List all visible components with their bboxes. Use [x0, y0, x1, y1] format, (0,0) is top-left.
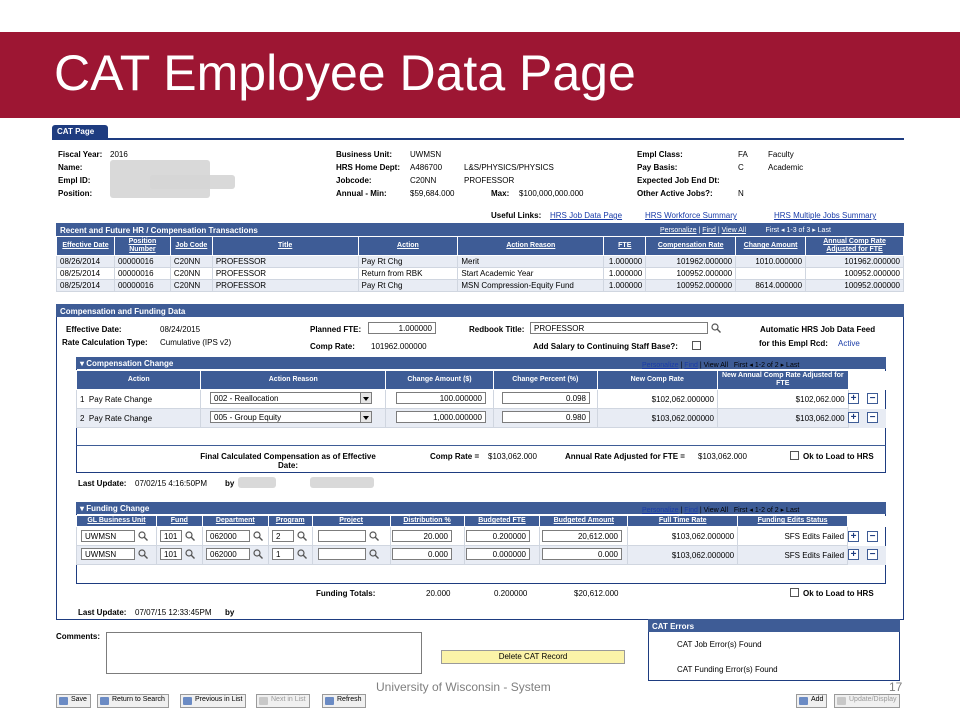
- row-number: 1: [80, 394, 85, 404]
- add-salary-checkbox[interactable]: [692, 341, 701, 350]
- col-gl-business-unit[interactable]: GL Business Unit: [77, 516, 157, 527]
- cell: Pay Rt Chg: [358, 256, 458, 268]
- cell: 101962.000000: [806, 256, 904, 268]
- table-row: [57, 268, 904, 280]
- cell: MSN Compression-Equity Fund: [458, 280, 604, 292]
- project-input[interactable]: [318, 530, 366, 542]
- search-icon[interactable]: [253, 531, 263, 541]
- personalize-link[interactable]: Personalize: [660, 227, 697, 234]
- ok-to-load-label: Ok to Load to HRS: [803, 452, 874, 461]
- find-link[interactable]: Find: [684, 362, 698, 369]
- col-action-reason[interactable]: Action Reason: [458, 237, 604, 256]
- cell: $103,062.000000: [628, 527, 738, 546]
- comp-change-title: Compensation Change: [86, 359, 174, 368]
- search-icon[interactable]: [369, 549, 379, 559]
- jobcode-title: PROFESSOR: [464, 176, 515, 185]
- cell: $103,062.000000: [628, 546, 738, 565]
- col-program[interactable]: Program: [268, 516, 312, 527]
- cell: 100952.000000: [646, 280, 736, 292]
- action-reason-value: 002 - Reallocation: [214, 394, 279, 403]
- cell: C20NN: [170, 268, 212, 280]
- comp-rate-label: Comp Rate:: [310, 342, 355, 351]
- search-icon[interactable]: [297, 531, 307, 541]
- rate-calc-value: Cumulative (IPS v2): [160, 338, 232, 347]
- view-all-link[interactable]: View All: [703, 362, 729, 369]
- comments-label: Comments:: [56, 632, 101, 641]
- col-position-number[interactable]: Position Number: [114, 237, 170, 256]
- cell: Pay Rt Chg: [358, 280, 458, 292]
- col-action[interactable]: Action: [358, 237, 458, 256]
- search-icon[interactable]: [297, 549, 307, 559]
- cell: PROFESSOR: [212, 268, 358, 280]
- col-fte[interactable]: FTE: [604, 237, 646, 256]
- name-label: Name:: [58, 163, 83, 172]
- position-label: Position:: [58, 189, 93, 198]
- budgeted-amount-input[interactable]: 0.000: [542, 548, 622, 560]
- col-budgeted-amount[interactable]: Budgeted Amount: [540, 516, 628, 527]
- find-link[interactable]: Find: [702, 227, 716, 234]
- refresh-icon: [325, 697, 334, 705]
- col-action: Action: [77, 371, 201, 390]
- search-icon[interactable]: [253, 549, 263, 559]
- program-input[interactable]: 1: [272, 548, 294, 560]
- empl-id-label: Empl ID:: [58, 176, 91, 185]
- col-annual-comp-rate[interactable]: Annual Comp Rate Adjusted for FTE: [806, 237, 904, 256]
- change-percent-input[interactable]: 0.098: [502, 392, 590, 404]
- rate-calc-label: Rate Calculation Type:: [62, 338, 148, 347]
- refresh-label: Refresh: [337, 696, 362, 703]
- final-comp-rate-label: Comp Rate =: [430, 452, 480, 461]
- col-new-comp-rate: New Comp Rate: [597, 371, 717, 390]
- tab-cat-page[interactable]: CAT Page: [52, 125, 108, 138]
- pay-basis-label: Pay Basis:: [637, 163, 678, 172]
- first-label[interactable]: First: [765, 227, 780, 234]
- redacted-id-block: [150, 175, 235, 189]
- total-amount: $20,612.000: [574, 589, 619, 598]
- find-link[interactable]: Find: [684, 507, 698, 514]
- last-update-value: 07/02/15 4:16:50PM: [135, 479, 208, 488]
- action-value: Pay Rate Change: [88, 413, 153, 423]
- first-label[interactable]: First: [733, 507, 748, 514]
- delete-row-icon[interactable]: −: [867, 549, 878, 560]
- col-change-amount[interactable]: Change Amount: [736, 237, 806, 256]
- collapse-icon[interactable]: ▾: [80, 504, 85, 513]
- funding-ok-to-load-checkbox[interactable]: [790, 588, 799, 597]
- gl-business-unit-input[interactable]: UWMSN: [81, 548, 135, 560]
- hrs-home-dept-label: HRS Home Dept:: [336, 163, 401, 172]
- tab-underline: [52, 138, 904, 140]
- funding-change-nav: Personalize | Find | View All First ◂ 1-2 of 2 ▸ Last: [642, 507, 800, 514]
- update-label: Update/Display: [849, 696, 897, 703]
- annual-min-label: Annual - Min:: [336, 189, 387, 198]
- chevron-down-icon[interactable]: [360, 412, 371, 423]
- search-icon[interactable]: [138, 531, 148, 541]
- add-button[interactable]: [796, 694, 827, 708]
- save-icon: [59, 697, 68, 705]
- previous-label: Previous in List: [195, 696, 243, 703]
- business-unit-value: UWMSN: [410, 150, 442, 159]
- next-icon: [259, 697, 268, 705]
- cell: Start Academic Year: [458, 268, 604, 280]
- cell: Return from RBK: [358, 268, 458, 280]
- department-input[interactable]: 062000: [206, 530, 250, 542]
- cell: $103,062.000000: [597, 409, 717, 428]
- redacted-user: [310, 477, 374, 488]
- table-row: [57, 256, 904, 268]
- auto-feed-label: Automatic HRS Job Data Feed: [760, 325, 876, 334]
- pay-basis-code: C: [738, 163, 744, 172]
- useful-links-label: Useful Links:: [491, 211, 542, 220]
- col-row-actions: [848, 371, 885, 390]
- col-budgeted-fte[interactable]: Budgeted FTE: [464, 516, 540, 527]
- cell: 00000016: [114, 268, 170, 280]
- funding-last-update-label: Last Update:: [78, 608, 127, 617]
- comp-funding-title: Compensation and Funding Data: [60, 307, 186, 316]
- search-icon[interactable]: [369, 531, 379, 541]
- planned-fte-input[interactable]: 1.000000: [368, 322, 436, 334]
- comments-textarea[interactable]: [106, 632, 422, 674]
- distribution-input[interactable]: 20.000: [392, 530, 452, 542]
- row-number: 2: [80, 413, 85, 423]
- link-hrs-job-data[interactable]: HRS Job Data Page: [550, 211, 623, 220]
- update-display-button[interactable]: [834, 694, 900, 708]
- effective-date-value: 08/24/2015: [160, 325, 201, 334]
- cell: 08/25/2014: [57, 280, 115, 292]
- add-icon: [799, 697, 808, 705]
- hrs-home-dept-name: L&S/PHYSICS/PHYSICS: [464, 163, 554, 172]
- slide-page-number: 17: [889, 680, 903, 694]
- annual-min-value: $59,684.000: [410, 189, 455, 198]
- empl-class-code: FA: [738, 150, 748, 159]
- total-distribution: 20.000: [426, 589, 451, 598]
- cell: 101962.000000: [646, 256, 736, 268]
- cell: SFS Edits Failed: [738, 546, 848, 565]
- delete-row-icon[interactable]: −: [867, 412, 878, 423]
- transactions-grid-nav: Personalize | Find | View All First ◂ 1-3 of 3 ▸ Last: [660, 227, 831, 234]
- col-change-percent: Change Percent (%): [493, 371, 597, 390]
- action-reason-select[interactable]: [210, 411, 372, 423]
- cell: C20NN: [170, 280, 212, 292]
- distribution-input[interactable]: 0.000: [392, 548, 452, 560]
- max-value: $100,000,000.000: [519, 189, 584, 198]
- col-distribution[interactable]: Distribution %: [390, 516, 464, 527]
- action-reason-value: 005 - Group Equity: [214, 413, 282, 422]
- fund-input[interactable]: 101: [160, 548, 182, 560]
- slide-footer: University of Wisconsin - System: [376, 680, 551, 694]
- previous-icon: [183, 697, 192, 705]
- cat-job-error-text: CAT Job Error(s) Found: [677, 640, 762, 649]
- change-amount-input[interactable]: 1,000.000000: [396, 411, 486, 423]
- max-label: Max:: [491, 189, 510, 198]
- redbook-title-label: Redbook Title:: [469, 325, 525, 334]
- search-icon[interactable]: [185, 549, 195, 559]
- cell: 1.000000: [604, 268, 646, 280]
- cell: 100952.000000: [806, 280, 904, 292]
- chevron-down-icon[interactable]: [360, 393, 371, 404]
- delete-row-icon[interactable]: −: [867, 393, 878, 404]
- effective-date-label: Effective Date:: [66, 325, 122, 334]
- ok-to-load-checkbox[interactable]: [790, 451, 799, 460]
- cell: 1.000000: [604, 280, 646, 292]
- cell: 00000016: [114, 280, 170, 292]
- cell: 08/26/2014: [57, 256, 115, 268]
- add-salary-label: Add Salary to Continuing Staff Base?:: [533, 342, 678, 351]
- last-label[interactable]: Last: [817, 227, 831, 234]
- cell: 1010.000000: [736, 256, 806, 268]
- other-jobs-label: Other Active Jobs?:: [637, 189, 713, 198]
- transactions-title: Recent and Future HR / Compensation Transactions: [60, 226, 258, 235]
- by-label: by: [225, 479, 235, 488]
- delete-row-icon[interactable]: −: [867, 531, 878, 542]
- cell: 8614.000000: [736, 280, 806, 292]
- planned-fte-label: Planned FTE:: [310, 325, 362, 334]
- action-reason-select[interactable]: [210, 392, 372, 404]
- col-action-reason: Action Reason: [201, 371, 386, 390]
- next-label: Next in List: [271, 696, 306, 703]
- cell: [736, 268, 806, 280]
- col-funding-edits-status[interactable]: Funding Edits Status: [738, 516, 848, 527]
- row-range: 1-3 of 3: [786, 227, 811, 234]
- save-button[interactable]: [56, 694, 91, 708]
- change-amount-input[interactable]: 100.000000: [396, 392, 486, 404]
- total-fte: 0.200000: [494, 589, 528, 598]
- gl-business-unit-input[interactable]: UWMSN: [81, 530, 135, 542]
- empl-class-value: Faculty: [768, 150, 794, 159]
- add-row-icon[interactable]: +: [848, 531, 859, 542]
- fiscal-year-value: 2016: [110, 150, 128, 159]
- personalize-link[interactable]: Personalize: [642, 362, 679, 369]
- empl-class-label: Empl Class:: [637, 150, 683, 159]
- project-input[interactable]: [318, 548, 366, 560]
- redacted-user: [238, 477, 276, 488]
- final-annual-value: $103,062.000: [698, 452, 747, 461]
- business-unit-label: Business Unit:: [336, 150, 393, 159]
- row-range: 1-2 of 2: [754, 362, 779, 369]
- cell: 100952.000000: [806, 268, 904, 280]
- cell: PROFESSOR: [212, 280, 358, 292]
- row-range: 1-2 of 2: [754, 507, 779, 514]
- collapse-icon[interactable]: ▾: [80, 359, 85, 368]
- last-label[interactable]: Last: [786, 362, 800, 369]
- budgeted-fte-input[interactable]: 0.200000: [466, 530, 530, 542]
- col-fund[interactable]: Fund: [156, 516, 202, 527]
- return-to-search-button[interactable]: [97, 694, 169, 708]
- cat-funding-error-text: CAT Funding Error(s) Found: [677, 665, 778, 674]
- department-input[interactable]: 062000: [206, 548, 250, 560]
- add-label: Add: [811, 696, 824, 703]
- cat-errors-header: [648, 619, 900, 632]
- table-row: [57, 280, 904, 292]
- cell: 1.000000: [604, 256, 646, 268]
- cell: Merit: [458, 256, 604, 268]
- comp-change-nav: Personalize | Find | View All First ◂ 1-2 of 2 ▸ Last: [642, 362, 800, 369]
- search-icon[interactable]: [185, 531, 195, 541]
- search-icon[interactable]: [711, 323, 721, 333]
- save-label: Save: [71, 696, 87, 703]
- cat-errors-title: CAT Errors: [652, 622, 695, 631]
- jobcode-label: Jobcode:: [336, 176, 372, 185]
- return-icon: [100, 697, 109, 705]
- hrs-home-dept-code: A486700: [410, 163, 443, 172]
- update-icon: [837, 697, 846, 705]
- view-all-link[interactable]: View All: [703, 507, 729, 514]
- previous-in-list-button[interactable]: [180, 694, 246, 708]
- comp-funding-header: [56, 304, 904, 317]
- final-comp-label: Final Calculated Compensation as of Effective Date:: [200, 452, 376, 470]
- fund-input[interactable]: 101: [160, 530, 182, 542]
- budgeted-amount-input[interactable]: 20,612.000: [542, 530, 622, 542]
- col-project[interactable]: Project: [312, 516, 390, 527]
- link-hrs-multiple-jobs[interactable]: HRS Multiple Jobs Summary: [774, 211, 877, 220]
- funding-last-update-value: 07/07/15 12:33:45PM: [135, 608, 212, 617]
- link-hrs-workforce-summary[interactable]: HRS Workforce Summary: [645, 211, 737, 220]
- add-row-icon[interactable]: +: [848, 412, 859, 423]
- redbook-title-input[interactable]: PROFESSOR: [530, 322, 708, 334]
- col-department[interactable]: Department: [202, 516, 268, 527]
- refresh-button[interactable]: [322, 694, 366, 708]
- program-input[interactable]: 2: [272, 530, 294, 542]
- for-empl-rcd-label: for this Empl Rcd:: [759, 339, 828, 348]
- budgeted-fte-input[interactable]: 0.000000: [466, 548, 530, 560]
- fiscal-year-label: Fiscal Year:: [58, 150, 103, 159]
- col-job-code[interactable]: Job Code: [170, 237, 212, 256]
- col-new-annual-rate: New Annual Comp Rate Adjusted for FTE: [717, 371, 848, 390]
- pay-basis-value: Academic: [768, 163, 804, 172]
- return-label: Return to Search: [112, 696, 165, 703]
- action-value: Pay Rate Change: [88, 394, 153, 404]
- final-annual-label: Annual Rate Adjusted for FTE =: [565, 452, 685, 461]
- for-empl-rcd-value: Active: [838, 339, 860, 348]
- delete-cat-record-button[interactable]: Delete CAT Record: [441, 650, 625, 664]
- cell: $102,062.000000: [597, 390, 717, 409]
- comp-rate-value: 101962.000000: [371, 342, 427, 351]
- col-full-time-rate[interactable]: Full Time Rate: [628, 516, 738, 527]
- col-compensation-rate[interactable]: Compensation Rate: [646, 237, 736, 256]
- cell: $103,062.000: [717, 409, 848, 428]
- funding-totals-label: Funding Totals:: [316, 589, 376, 598]
- slide-title-band: [0, 32, 960, 118]
- view-all-link[interactable]: View All: [721, 227, 747, 234]
- final-comp-rate-value: $103,062.000: [488, 452, 537, 461]
- cell: 100952.000000: [646, 268, 736, 280]
- cell: PROFESSOR: [212, 256, 358, 268]
- next-in-list-button[interactable]: [256, 694, 310, 708]
- cell: [77, 390, 201, 409]
- personalize-link[interactable]: Personalize: [642, 507, 679, 514]
- cell: [77, 409, 201, 428]
- slide-title: CAT Employee Data Page: [54, 45, 636, 101]
- search-icon[interactable]: [138, 549, 148, 559]
- funding-ok-to-load-label: Ok to Load to HRS: [803, 589, 874, 598]
- funding-by-label: by: [225, 608, 235, 617]
- add-row-icon[interactable]: +: [848, 393, 859, 404]
- jobcode-value: C20NN: [410, 176, 437, 185]
- last-update-label: Last Update:: [78, 479, 127, 488]
- add-row-icon[interactable]: +: [848, 549, 859, 560]
- col-effective-date[interactable]: Effective Date: [57, 237, 115, 256]
- expected-end-label: Expected Job End Dt:: [637, 176, 720, 185]
- funding-change-title: Funding Change: [86, 504, 150, 513]
- cell: 00000016: [114, 256, 170, 268]
- col-title[interactable]: Title: [212, 237, 358, 256]
- cell: 08/25/2014: [57, 268, 115, 280]
- last-label[interactable]: Last: [786, 507, 800, 514]
- transactions-table: [56, 236, 904, 292]
- other-jobs-value: N: [738, 189, 744, 198]
- cell: C20NN: [170, 256, 212, 268]
- change-percent-input[interactable]: 0.980: [502, 411, 590, 423]
- first-label[interactable]: First: [733, 362, 748, 369]
- cell: $102,062.000: [717, 390, 848, 409]
- col-change-amount: Change Amount ($): [386, 371, 494, 390]
- col-row-actions: [848, 516, 886, 527]
- cell: SFS Edits Failed: [738, 527, 848, 546]
